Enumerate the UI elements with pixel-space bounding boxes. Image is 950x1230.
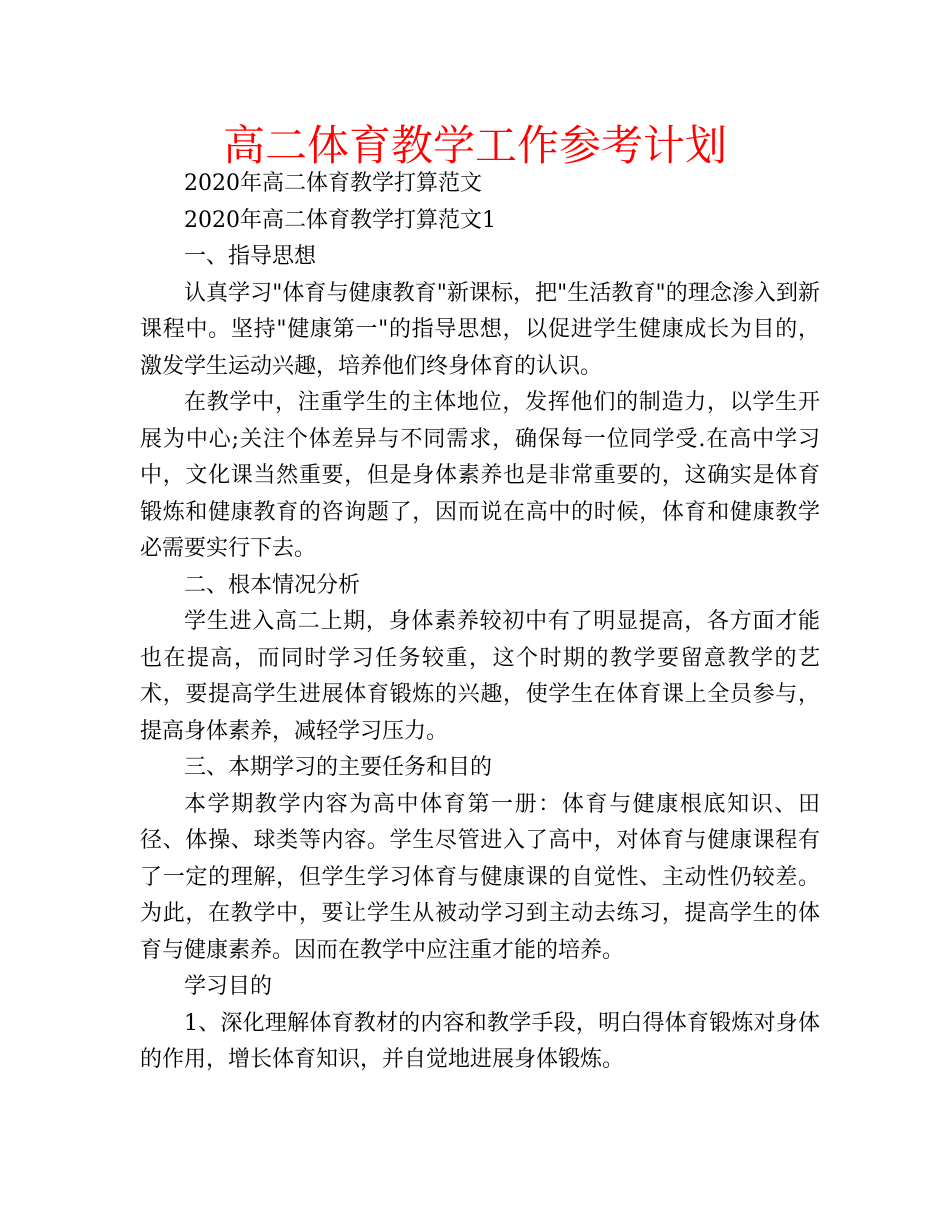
heading-guiding-thought: 一、指导思想	[184, 244, 317, 269]
page-title: 高二体育教学工作参考计划	[222, 121, 727, 170]
paragraph-subtitle-1: 2020年高二体育教学打算范文1	[184, 207, 496, 233]
paragraph-guiding-thought: 认真学习"体育与健康教育"新课标，把"生活教育"的理念渗入到新课程中。坚持"健康第一"的指导思想，以促进学生健康成长为目的，激发学生运动兴趣，培养他们终身体育的认识。	[140, 280, 820, 379]
heading-situation-analysis: 二、根本情况分析	[184, 572, 361, 598]
document-body	[140, 166, 820, 1079]
heading-main-tasks: 三、本期学习的主要任务和目的	[184, 755, 493, 780]
paragraph-main-tasks: 本学期教学内容为高中体育第一册：体育与健康根底知识、田径、体操、球类等内容。学生尽管进入了高中，对体育与健康课程有了一定的理解，但学生学习体育与健康课的自觉性、主动性仍较差。为此，在教学中，要让学生从被动学习到主动去练习，提高学生的体育与健康素养。因而在教学中应注重才能的培养。	[140, 791, 820, 963]
paragraph-goal-1: 1、深化理解体育教材的内容和教学手段，明白得体育锻炼对身体的作用，增长体育知识，并自觉地进展身体锻炼。	[140, 1010, 820, 1072]
paragraph-subtitle: 2020年高二体育教学打算范文	[184, 171, 482, 196]
paragraph-situation-analysis: 学生进入高二上期，身体素养较初中有了明显提高，各方面才能也在提高，而同时学习任务较重，这个时期的教学要留意教学的艺术，要提高学生进展体育锻炼的兴趣，使学生在体育课上全员参与，提高身体素养，减轻学习压力。	[140, 609, 820, 744]
paragraph-teaching-focus: 在教学中，注重学生的主体地位，发挥他们的制造力，以学生开展为中心;关注个体差异与不同需求，确保每一位同学受.在高中学习中，文化课当然重要，但是身体素养也是非常重要的，这确实是体育锻炼和健康教育的咨询题了，因而说在高中的时候，体育和健康教学必需要实行下去。	[140, 390, 820, 561]
heading-learning-goals: 学习目的	[184, 974, 273, 999]
